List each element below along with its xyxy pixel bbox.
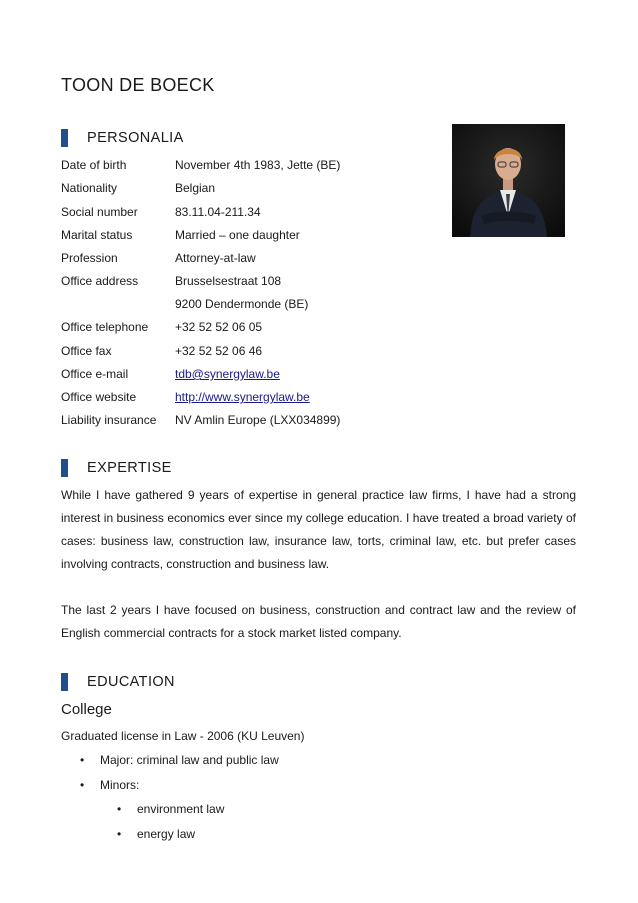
cv-name: TOON DE BOECK bbox=[61, 75, 215, 95]
row-value: 83.11.04-211.34 bbox=[175, 205, 261, 219]
row-label: Office e-mail bbox=[61, 367, 129, 381]
row-label: Office telephone bbox=[61, 320, 149, 334]
section-title: EDUCATION bbox=[87, 674, 175, 690]
website-link[interactable]: http://www.synergylaw.be bbox=[175, 390, 310, 404]
row-value: Married – one daughter bbox=[175, 228, 300, 242]
row-label: Office fax bbox=[61, 344, 112, 358]
section-heading-personalia bbox=[61, 129, 184, 147]
section-marker bbox=[61, 673, 68, 691]
row-label: Profession bbox=[61, 251, 118, 265]
row-value: NV Amlin Europe (LXX034899) bbox=[175, 413, 341, 427]
row-value: November 4th 1983, Jette (BE) bbox=[175, 158, 341, 172]
section-heading-education bbox=[61, 673, 175, 691]
education-subheading: College bbox=[61, 701, 112, 718]
row-value: Attorney-at-law bbox=[175, 251, 256, 265]
major-line: Major: criminal law and public law bbox=[100, 753, 279, 767]
bullet-icon: • bbox=[80, 778, 85, 792]
row-value: +32 52 52 06 46 bbox=[175, 344, 263, 358]
row-label: Liability insurance bbox=[61, 413, 157, 427]
section-heading-expertise bbox=[61, 459, 172, 477]
row-value: Belgian bbox=[175, 181, 216, 195]
row-value: +32 52 52 06 05 bbox=[175, 320, 263, 334]
section-title: EXPERTISE bbox=[87, 460, 172, 476]
row-label: Office website bbox=[61, 390, 137, 404]
section-title: PERSONALIA bbox=[87, 130, 184, 146]
bullet-icon: • bbox=[80, 753, 85, 767]
row-label: Office address bbox=[61, 274, 139, 288]
row-label: Date of birth bbox=[61, 158, 127, 172]
row-label: Marital status bbox=[61, 228, 133, 242]
section-marker bbox=[61, 129, 68, 147]
row-label: Social number bbox=[61, 205, 138, 219]
bullet-icon: • bbox=[117, 802, 122, 816]
row-value: Brusselsestraat 108 bbox=[175, 274, 282, 288]
expertise-paragraph: The last 2 years I have focused on business, construction and contract law and the review of English commercial contracts for a stock market listed company. bbox=[61, 603, 576, 640]
degree-line: Graduated license in Law - 2006 (KU Leuven) bbox=[61, 729, 305, 743]
minor-item: environment law bbox=[137, 802, 225, 816]
row-label: Nationality bbox=[61, 181, 118, 195]
section-marker bbox=[61, 459, 68, 477]
minors-label: Minors: bbox=[100, 778, 140, 792]
email-link[interactable]: tdb@synergylaw.be bbox=[175, 367, 280, 381]
minor-item: energy law bbox=[137, 827, 196, 841]
profile-photo bbox=[452, 124, 565, 237]
bullet-icon: • bbox=[117, 827, 122, 841]
expertise-paragraph: While I have gathered 9 years of expertise in general practice law firms, I have had a strong interest in business economics ever since my college education. I have treated a broad variety of cases: business law, construction law, insurance law, torts, criminal law, etc. but prefer cases involving contracts, construction and business law. bbox=[61, 488, 576, 571]
row-value: 9200 Dendermonde (BE) bbox=[175, 297, 309, 311]
